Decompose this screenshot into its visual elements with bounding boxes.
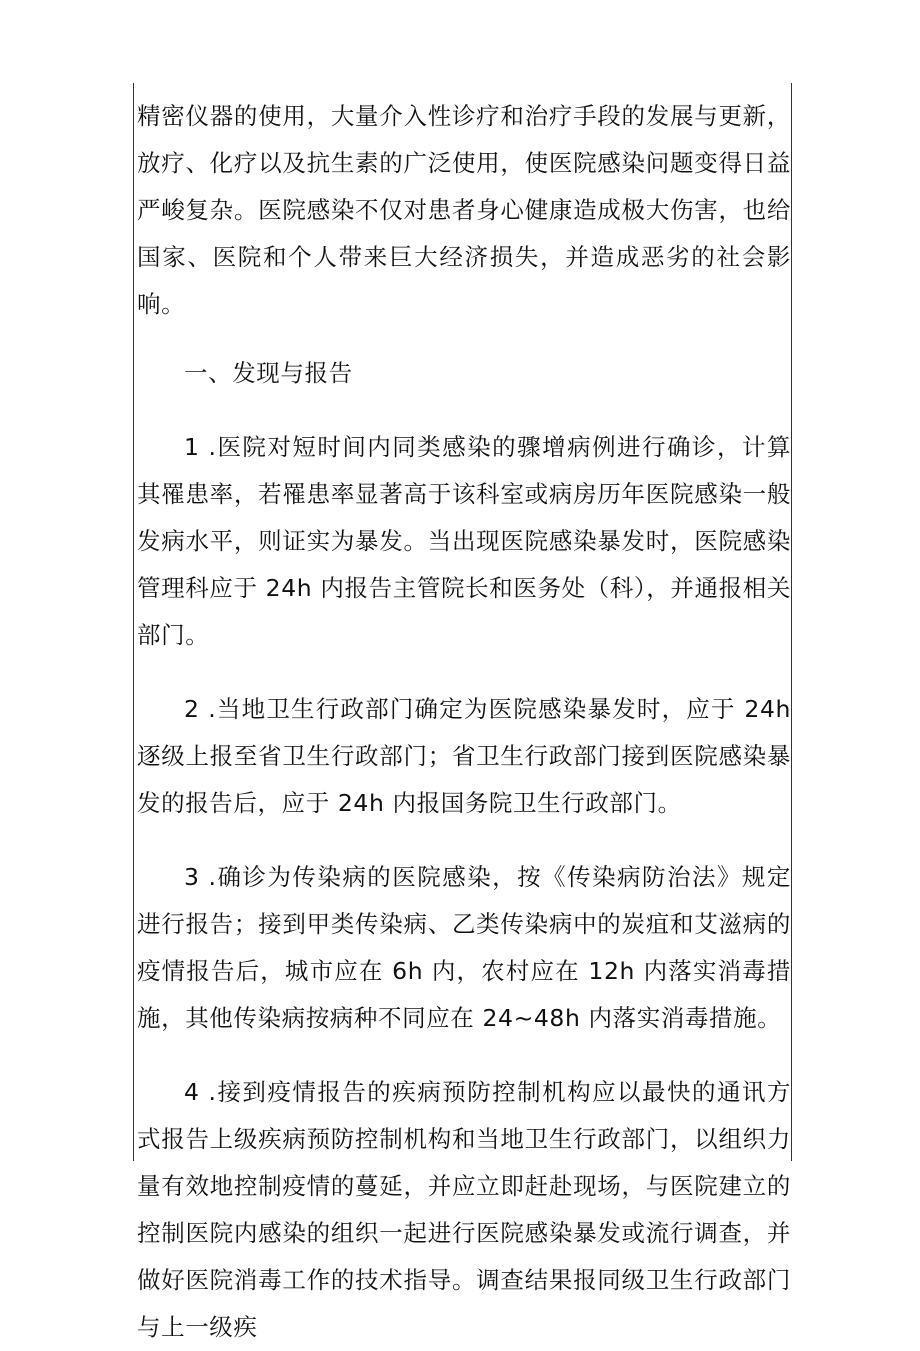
item-2-paragraph: 2 .当地卫生行政部门确定为医院感染暴发时，应于 24h 逐级上报至省卫生行政部门；省卫生行政部门接到医院感染暴发的报告后，应于 24h 内报国务院卫生行政部门。 [137, 695, 791, 817]
right-border-line [791, 83, 792, 1161]
document-body [137, 93, 791, 1351]
item-1-paragraph: 1 .医院对短时间内同类感染的骤增病例进行确诊，计算其罹患率，若罹患率显著高于该科室或病房历年医院感染一般发病水平，则证实为暴发。当出现医院感染暴发时，医院感染管理科应于 24h 内报告主管院长和医务处（科），并通报相关部门。 [137, 433, 791, 649]
item-4-paragraph: 4 .接到疫情报告的疾病预防控制机构应以最快的通讯方式报告上级疾病预防控制机构和当地卫生行政部门，以组织力量有效地控制疫情的蔓延，并应立即赶赴现场，与医院建立的控制医院内感染的组织一起进行医院感染暴发或流行调查，并做好医院消毒工作的技术指导。调查结果报同级卫生行政部门与上一级疾 [137, 1078, 791, 1341]
section-heading: 一、发现与报告 [184, 359, 353, 387]
intro-paragraph: 精密仪器的使用，大量介入性诊疗和治疗手段的发展与更新，放疗、化疗以及抗生素的广泛使用，使医院感染问题变得日益严峻复杂。医院感染不仅对患者身心健康造成极大伤害，也给国家、医院和个人带来巨大经济损失，并造成恶劣的社会影响。 [137, 102, 791, 318]
left-border-line [133, 83, 134, 1161]
item-3-paragraph: 3 .确诊为传染病的医院感染，按《传染病防治法》规定进行报告；接到甲类传染病、乙类传染病中的炭疽和艾滋病的疫情报告后，城市应在 6h 内，农村应在 12h 内落实消毒措施，其他传染病按病种不同应在 24~48h 内落实消毒措施。 [137, 863, 791, 1032]
